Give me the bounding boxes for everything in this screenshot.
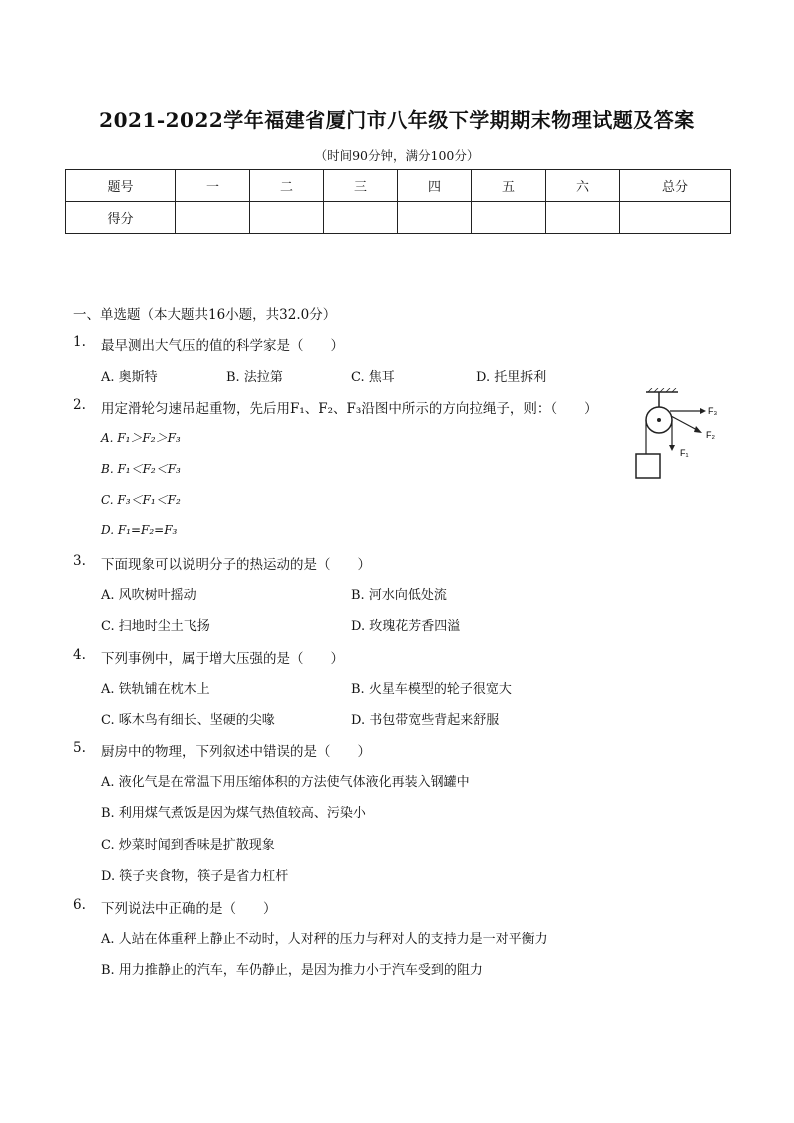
question-text: 下列说法中正确的是（ ） bbox=[101, 901, 277, 917]
arrow-f1 bbox=[669, 445, 675, 451]
question-number: 2. bbox=[73, 397, 86, 413]
load-block bbox=[636, 454, 660, 478]
question-text: 厨房中的物理，下列叙述中错误的是（ ） bbox=[101, 744, 371, 760]
question-text: 下列事例中，属于增大压强的是（ ） bbox=[101, 651, 344, 667]
score-cell bbox=[472, 202, 546, 234]
option-c: C. 焦耳 bbox=[351, 370, 395, 385]
option-b: B. 利用煤气煮饭是因为煤气热值较高、污染小 bbox=[101, 806, 366, 821]
score-cell bbox=[398, 202, 472, 234]
option-d: D. 书包带宽些背起来舒服 bbox=[351, 713, 500, 728]
question-number: 1. bbox=[73, 334, 86, 350]
score-header-cell: 题号 bbox=[66, 170, 176, 202]
score-table-header-row bbox=[66, 170, 731, 202]
score-header-cell: 二 bbox=[250, 170, 324, 202]
question-number: 4. bbox=[73, 647, 86, 663]
score-header-cell: 总分 bbox=[620, 170, 731, 202]
score-cell bbox=[546, 202, 620, 234]
option-c: C. 啄木鸟有细长、坚硬的尖喙 bbox=[101, 713, 275, 728]
option-c: C. 扫地时尘土飞扬 bbox=[101, 619, 210, 634]
question-text: 下面现象可以说明分子的热运动的是（ ） bbox=[101, 557, 371, 573]
score-header-cell: 五 bbox=[472, 170, 546, 202]
score-cell bbox=[620, 202, 731, 234]
option-d: D. 玫瑰花芳香四溢 bbox=[351, 619, 461, 634]
score-table bbox=[65, 169, 731, 234]
rope-f2 bbox=[671, 416, 699, 431]
option-c: C. 炒菜时闻到香味是扩散现象 bbox=[101, 838, 275, 853]
score-row-label: 得分 bbox=[66, 202, 176, 234]
option-d: D. F₁=F₂=F₃ bbox=[101, 523, 178, 537]
option-b: B. F₁＜F₂＜F₃ bbox=[101, 462, 181, 476]
score-cell bbox=[250, 202, 324, 234]
option-a: A. 铁轨铺在枕木上 bbox=[101, 682, 210, 697]
pulley-diagram bbox=[628, 388, 728, 484]
option-a: A. F₁＞F₂＞F₃ bbox=[101, 431, 181, 445]
score-header-cell: 四 bbox=[398, 170, 472, 202]
score-cell bbox=[324, 202, 398, 234]
score-cell bbox=[176, 202, 250, 234]
score-header-cell: 一 bbox=[176, 170, 250, 202]
option-b: B. 火星车模型的轮子很宽大 bbox=[351, 682, 512, 697]
option-d: D. 托里拆利 bbox=[476, 370, 547, 385]
option-b: B. 河水向低处流 bbox=[351, 588, 447, 603]
label-f1: F₁ bbox=[680, 448, 689, 458]
question-number: 6. bbox=[73, 897, 86, 913]
option-b: B. 用力推静止的汽车，车仍静止，是因为推力小于汽车受到的阻力 bbox=[101, 963, 483, 978]
ceiling-hatch bbox=[646, 388, 678, 392]
question-text: 用定滑轮匀速吊起重物，先后用F₁、F₂、F₃沿图中所示的方向拉绳子，则：（ ） bbox=[101, 401, 598, 417]
question-text: 最早测出大气压的值的科学家是（ ） bbox=[101, 338, 344, 354]
score-table-score-row bbox=[66, 202, 731, 234]
arrow-f2 bbox=[694, 426, 702, 433]
pulley-axle bbox=[657, 418, 661, 422]
document-title: 2021-2022学年福建省厦门市八年级下学期期末物理试题及答案 bbox=[99, 108, 695, 132]
score-header-cell: 六 bbox=[546, 170, 620, 202]
label-f2: F₂ bbox=[706, 430, 715, 440]
exam-info: （时间90分钟，满分100分） bbox=[314, 148, 480, 163]
section-heading: 一、单选题（本大题共16小题，共32.0分） bbox=[73, 307, 337, 323]
option-d: D. 筷子夹食物，筷子是省力杠杆 bbox=[101, 869, 289, 884]
option-a: A. 风吹树叶摇动 bbox=[101, 588, 197, 603]
option-c: C. F₃＜F₁＜F₂ bbox=[101, 493, 181, 507]
score-header-cell: 三 bbox=[324, 170, 398, 202]
option-b: B. 法拉第 bbox=[226, 370, 283, 385]
arrow-f3 bbox=[700, 408, 706, 414]
label-f3: F₃ bbox=[708, 406, 718, 416]
option-a: A. 奥斯特 bbox=[101, 370, 158, 385]
question-number: 3. bbox=[73, 553, 86, 569]
option-a: A. 人站在体重秤上静止不动时，人对秤的压力与秤对人的支持力是一对平衡力 bbox=[101, 932, 548, 947]
question-number: 5. bbox=[73, 740, 86, 756]
option-a: A. 液化气是在常温下用压缩体积的方法使气体液化再装入钢罐中 bbox=[101, 775, 470, 790]
